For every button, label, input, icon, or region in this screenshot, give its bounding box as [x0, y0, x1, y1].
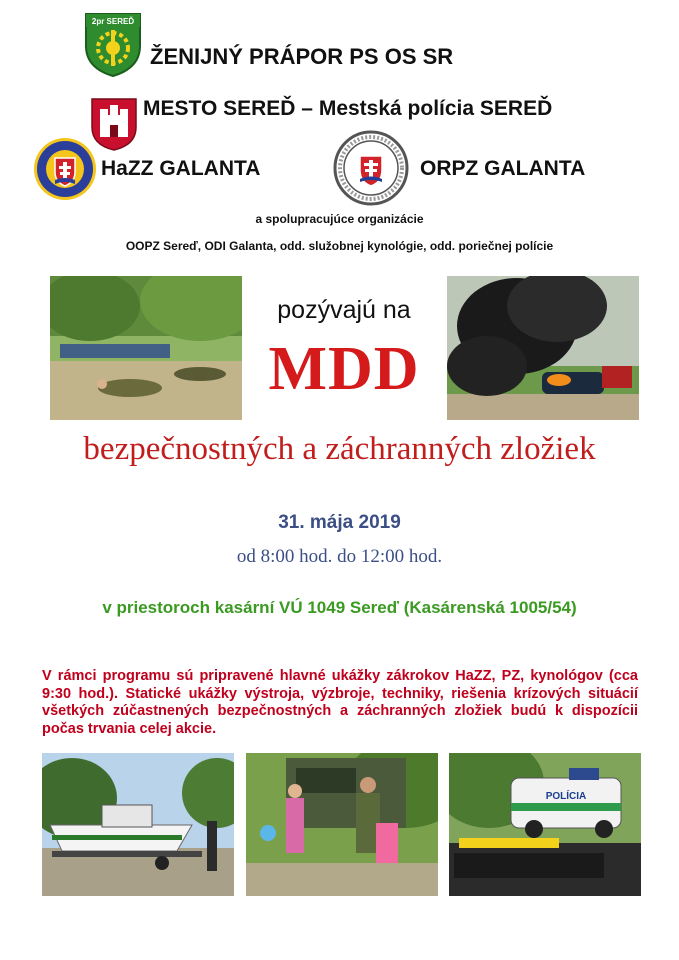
program-text: V rámci programu sú pripravené hlavné ukážky zákrokov HaZZ, PZ, kynológov (cca 9:30 hod.). Statické ukážky výstroja, výzbroje, techniky, riešenia krízových situácií všetkých zúčastnených bezpečnostných a záchranných zložiek budú k dispozícii počas trvania celej akcie. [42, 668, 638, 737]
cooperating-list: OOPZ Sereď, ODI Galanta, odd. služobnej kynológie, odd. poriečnej polície [125, 239, 554, 253]
org-sered-city-police: MESTO SEREĎ – Mestská polícia SEREĎ [143, 97, 553, 120]
org-engineer-battalion: ŽENIJNÝ PRÁPOR PS OS SR [150, 44, 454, 69]
org-orpz-galanta: ORPZ GALANTA [420, 157, 586, 180]
org-hazz-galanta: HaZZ GALANTA [101, 157, 261, 180]
event-venue: v priestoroch kasární VÚ 1049 Sereď (Kasárenská 1005/54) [102, 598, 577, 617]
invite-subtitle: bezpečnostných a záchranných zložiek [83, 431, 596, 467]
emblem1-text: 2pr SEREĎ [91, 17, 135, 26]
children-with-soldier-photo [246, 753, 438, 896]
emblem-police-union [333, 130, 409, 206]
police-car-label: POLÍCIA [545, 791, 587, 802]
event-time: od 8:00 hod. do 12:00 hod. [236, 546, 443, 567]
emblem-engineer-battalion [84, 12, 142, 78]
event-date: 31. mája 2019 [278, 512, 401, 533]
emblem-hazz [32, 136, 98, 202]
cooperating-heading: a spolupracujúce organizácie [255, 212, 424, 226]
invite-intro: pozývajú na [277, 296, 411, 324]
police-boat-photo [42, 753, 234, 896]
police-car-equipment-photo [449, 753, 641, 896]
invite-title-mdd: MDD [268, 335, 420, 403]
burning-car-smoke-photo [447, 276, 639, 420]
soldiers-crawling-photo [50, 276, 242, 420]
